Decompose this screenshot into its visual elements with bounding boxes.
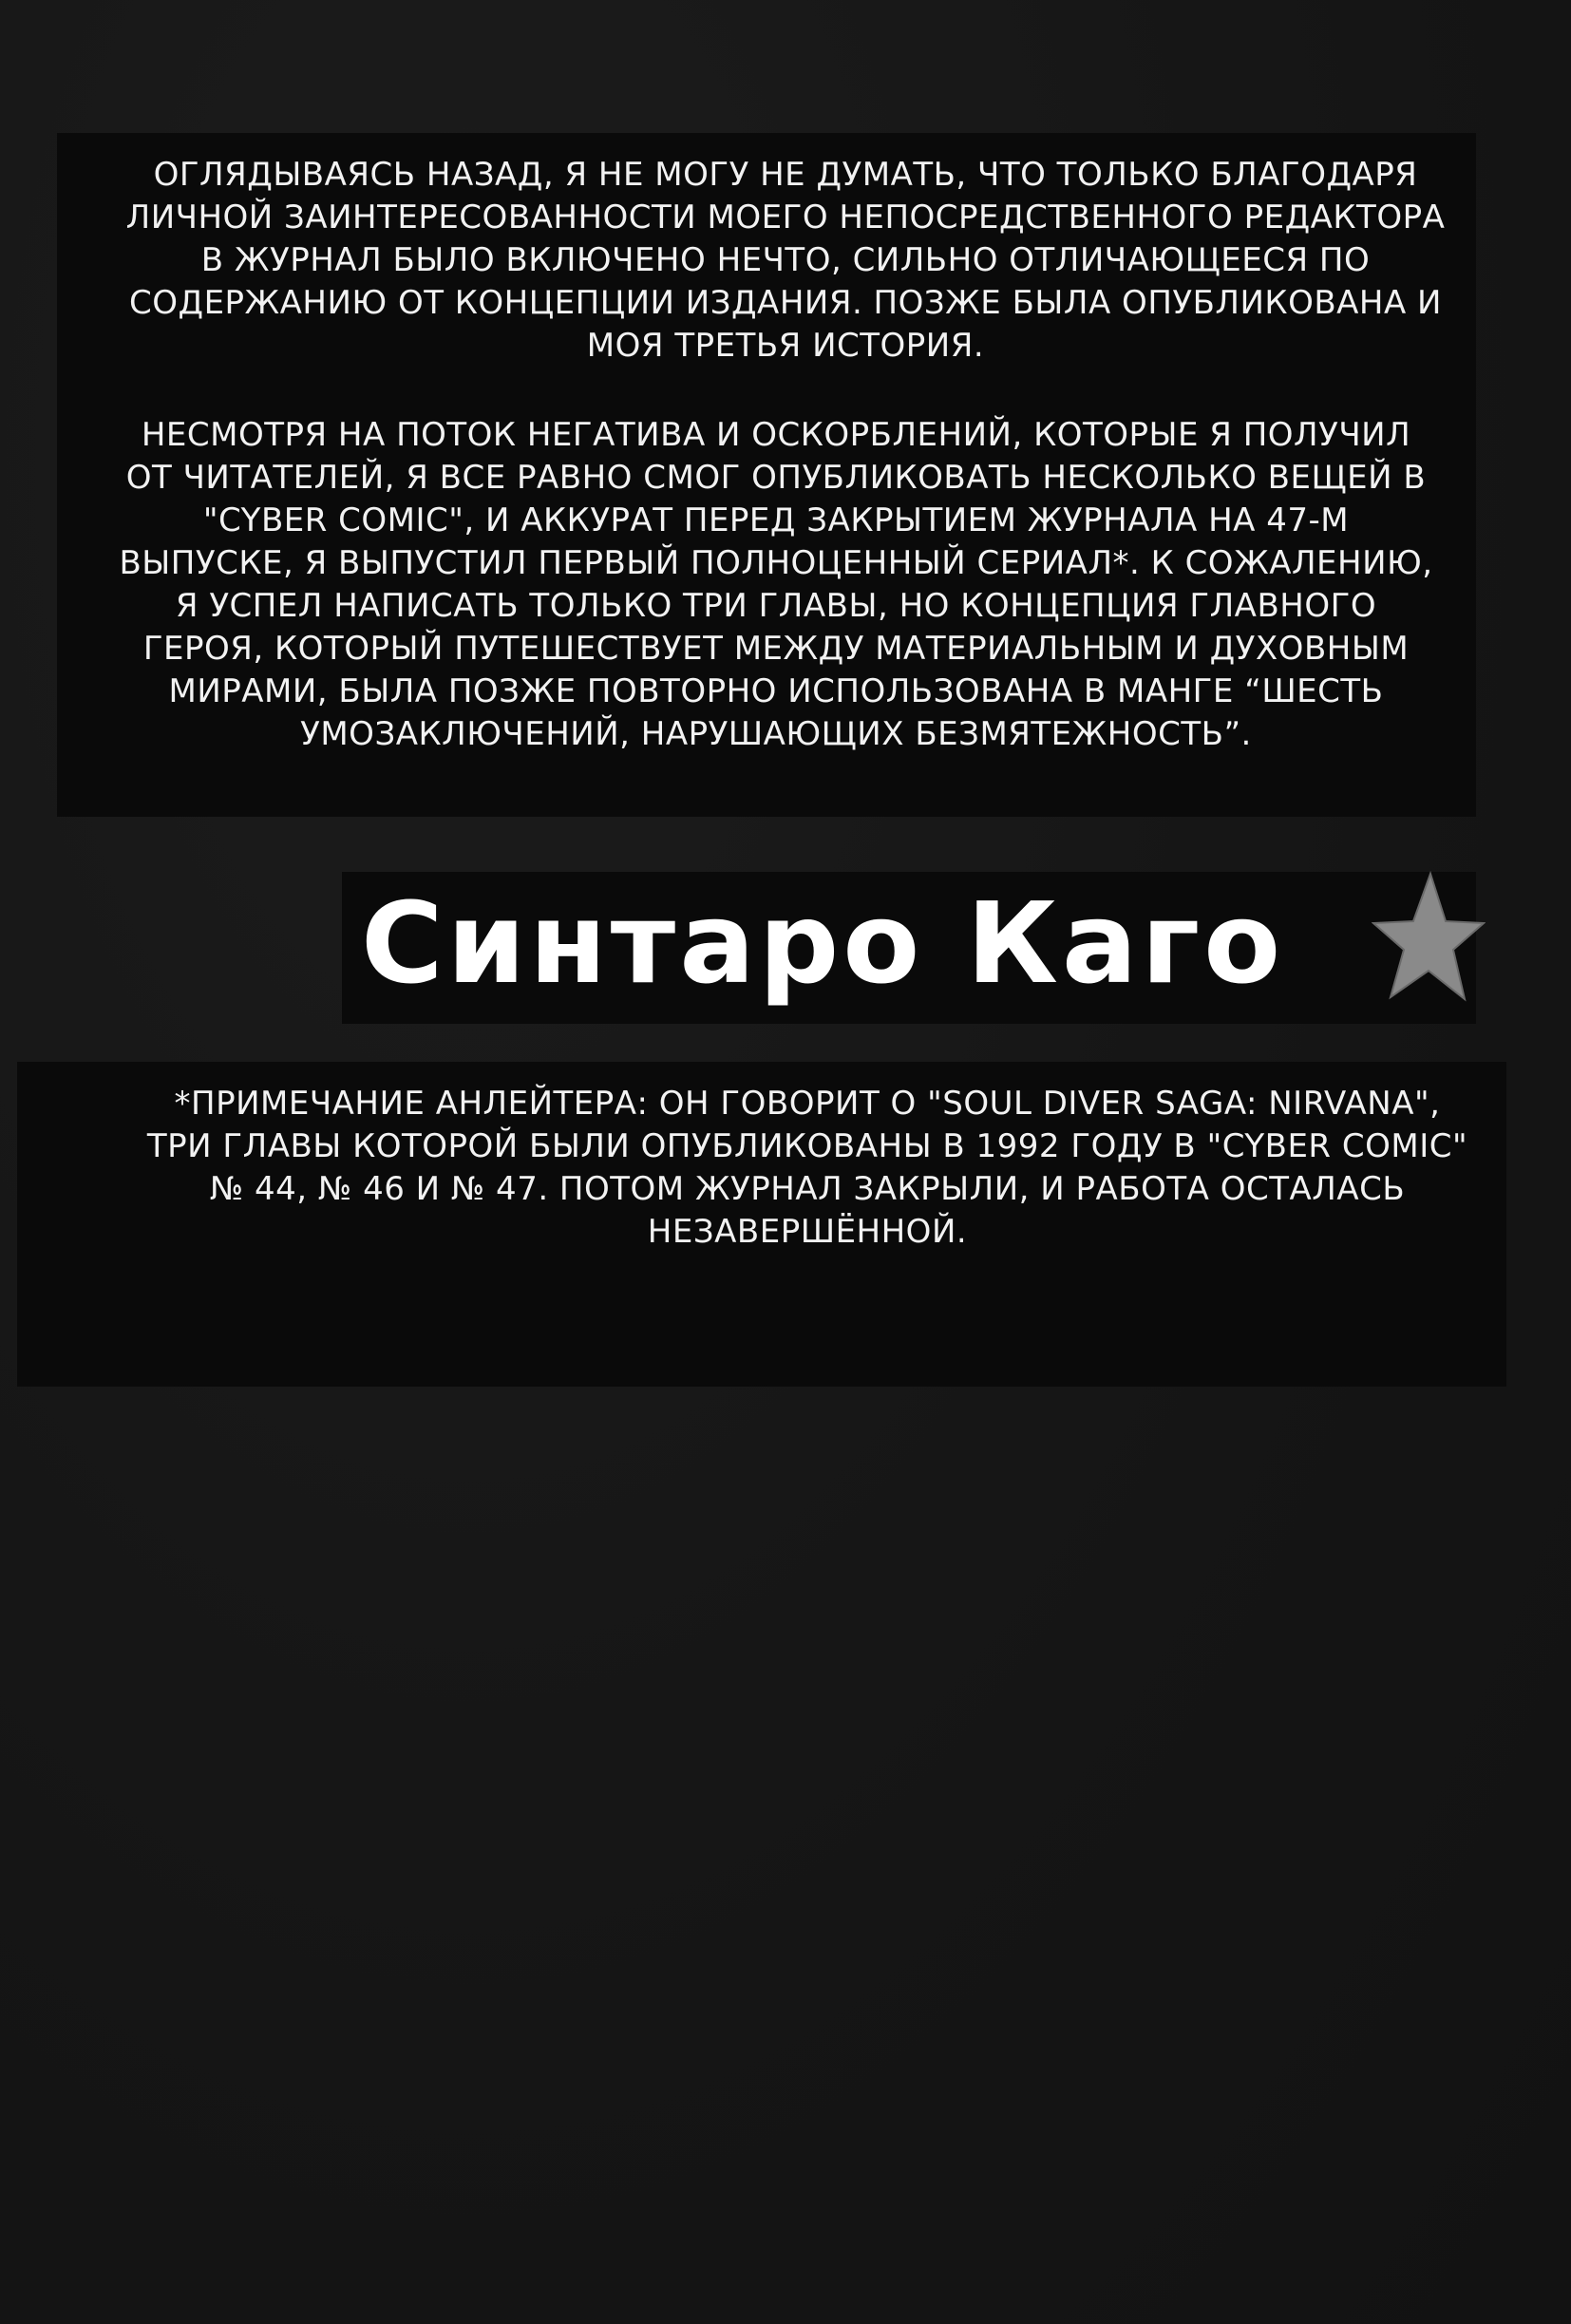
paragraph-first: ОГЛЯДЫВАЯСЬ НАЗАД, Я НЕ МОГУ НЕ ДУМАТЬ, ЧТО ТОЛЬКО БЛАГОДАРЯ ЛИЧНОЙ ЗАИНТЕРЕСОВАННОСТИ МОЕГО НЕПОСРЕДСТВЕННОГО РЕДАКТОРА В ЖУРНАЛ БЫЛО ВКЛЮЧЕНО НЕЧТО, СИЛЬНО ОТЛИЧАЮЩЕЕСЯ ПО СОДЕРЖАНИЮ ОТ КОНЦЕПЦИИ ИЗДАНИЯ. ПОЗЖЕ БЫЛА ОПУБЛИКОВАНА И МОЯ ТРЕТЬЯ ИСТОРИЯ. xyxy=(125,156,1446,365)
star-icon xyxy=(1372,866,1486,1009)
translator-footnote: *ПРИМЕЧАНИЕ АНЛЕЙТЕРА: ОН ГОВОРИТ О "SOUL DIVER SAGA: NIRVANA", ТРИ ГЛАВЫ КОТОРОЙ БЫЛИ ОПУБЛИКОВАНЫ В 1992 ГОДУ В "CYBER COMIC" № 44, № 46 И № 47. ПОТОМ ЖУРНАЛ ЗАКРЫЛИ, И РАБОТА ОСТАЛАСЬ НЕЗАВЕРШЁННОЙ. xyxy=(146,1085,1468,1251)
paragraph-second: НЕСМОТРЯ НА ПОТОК НЕГАТИВА И ОСКОРБЛЕНИЙ, КОТОРЫЕ Я ПОЛУЧИЛ ОТ ЧИТАТЕЛЕЙ, Я ВСЕ РАВНО СМОГ ОПУБЛИКОВАТЬ НЕСКОЛЬКО ВЕЩЕЙ В "CYBER COMIC", И АККУРАТ ПЕРЕД ЗАКРЫТИЕМ ЖУРНАЛА НА 47-М ВЫПУСКЕ, Я ВЫПУСТИЛ ПЕРВЫЙ ПОЛНОЦЕННЫЙ СЕРИАЛ*. К СОЖАЛЕНИЮ, Я УСПЕЛ НАПИСАТЬ ТОЛЬКО ТРИ ГЛАВЫ, НО КОНЦЕПЦИЯ ГЛАВНОГО ГЕРОЯ, КОТОРЫЙ ПУТЕШЕСТВУЕТ МЕЖДУ МАТЕРИАЛЬНЫМ И ДУХОВНЫМ МИРАМИ, БЫЛА ПОЗЖЕ ПОВТОРНО ИСПОЛЬЗОВАНА В МАНГЕ “ШЕСТЬ УМОЗАКЛЮЧЕНИЙ, НАРУШАЮЩИХ БЕЗМЯТЕЖНОСТЬ”. xyxy=(119,416,1433,753)
author-signature: Синтаро Каго xyxy=(361,878,1285,1009)
